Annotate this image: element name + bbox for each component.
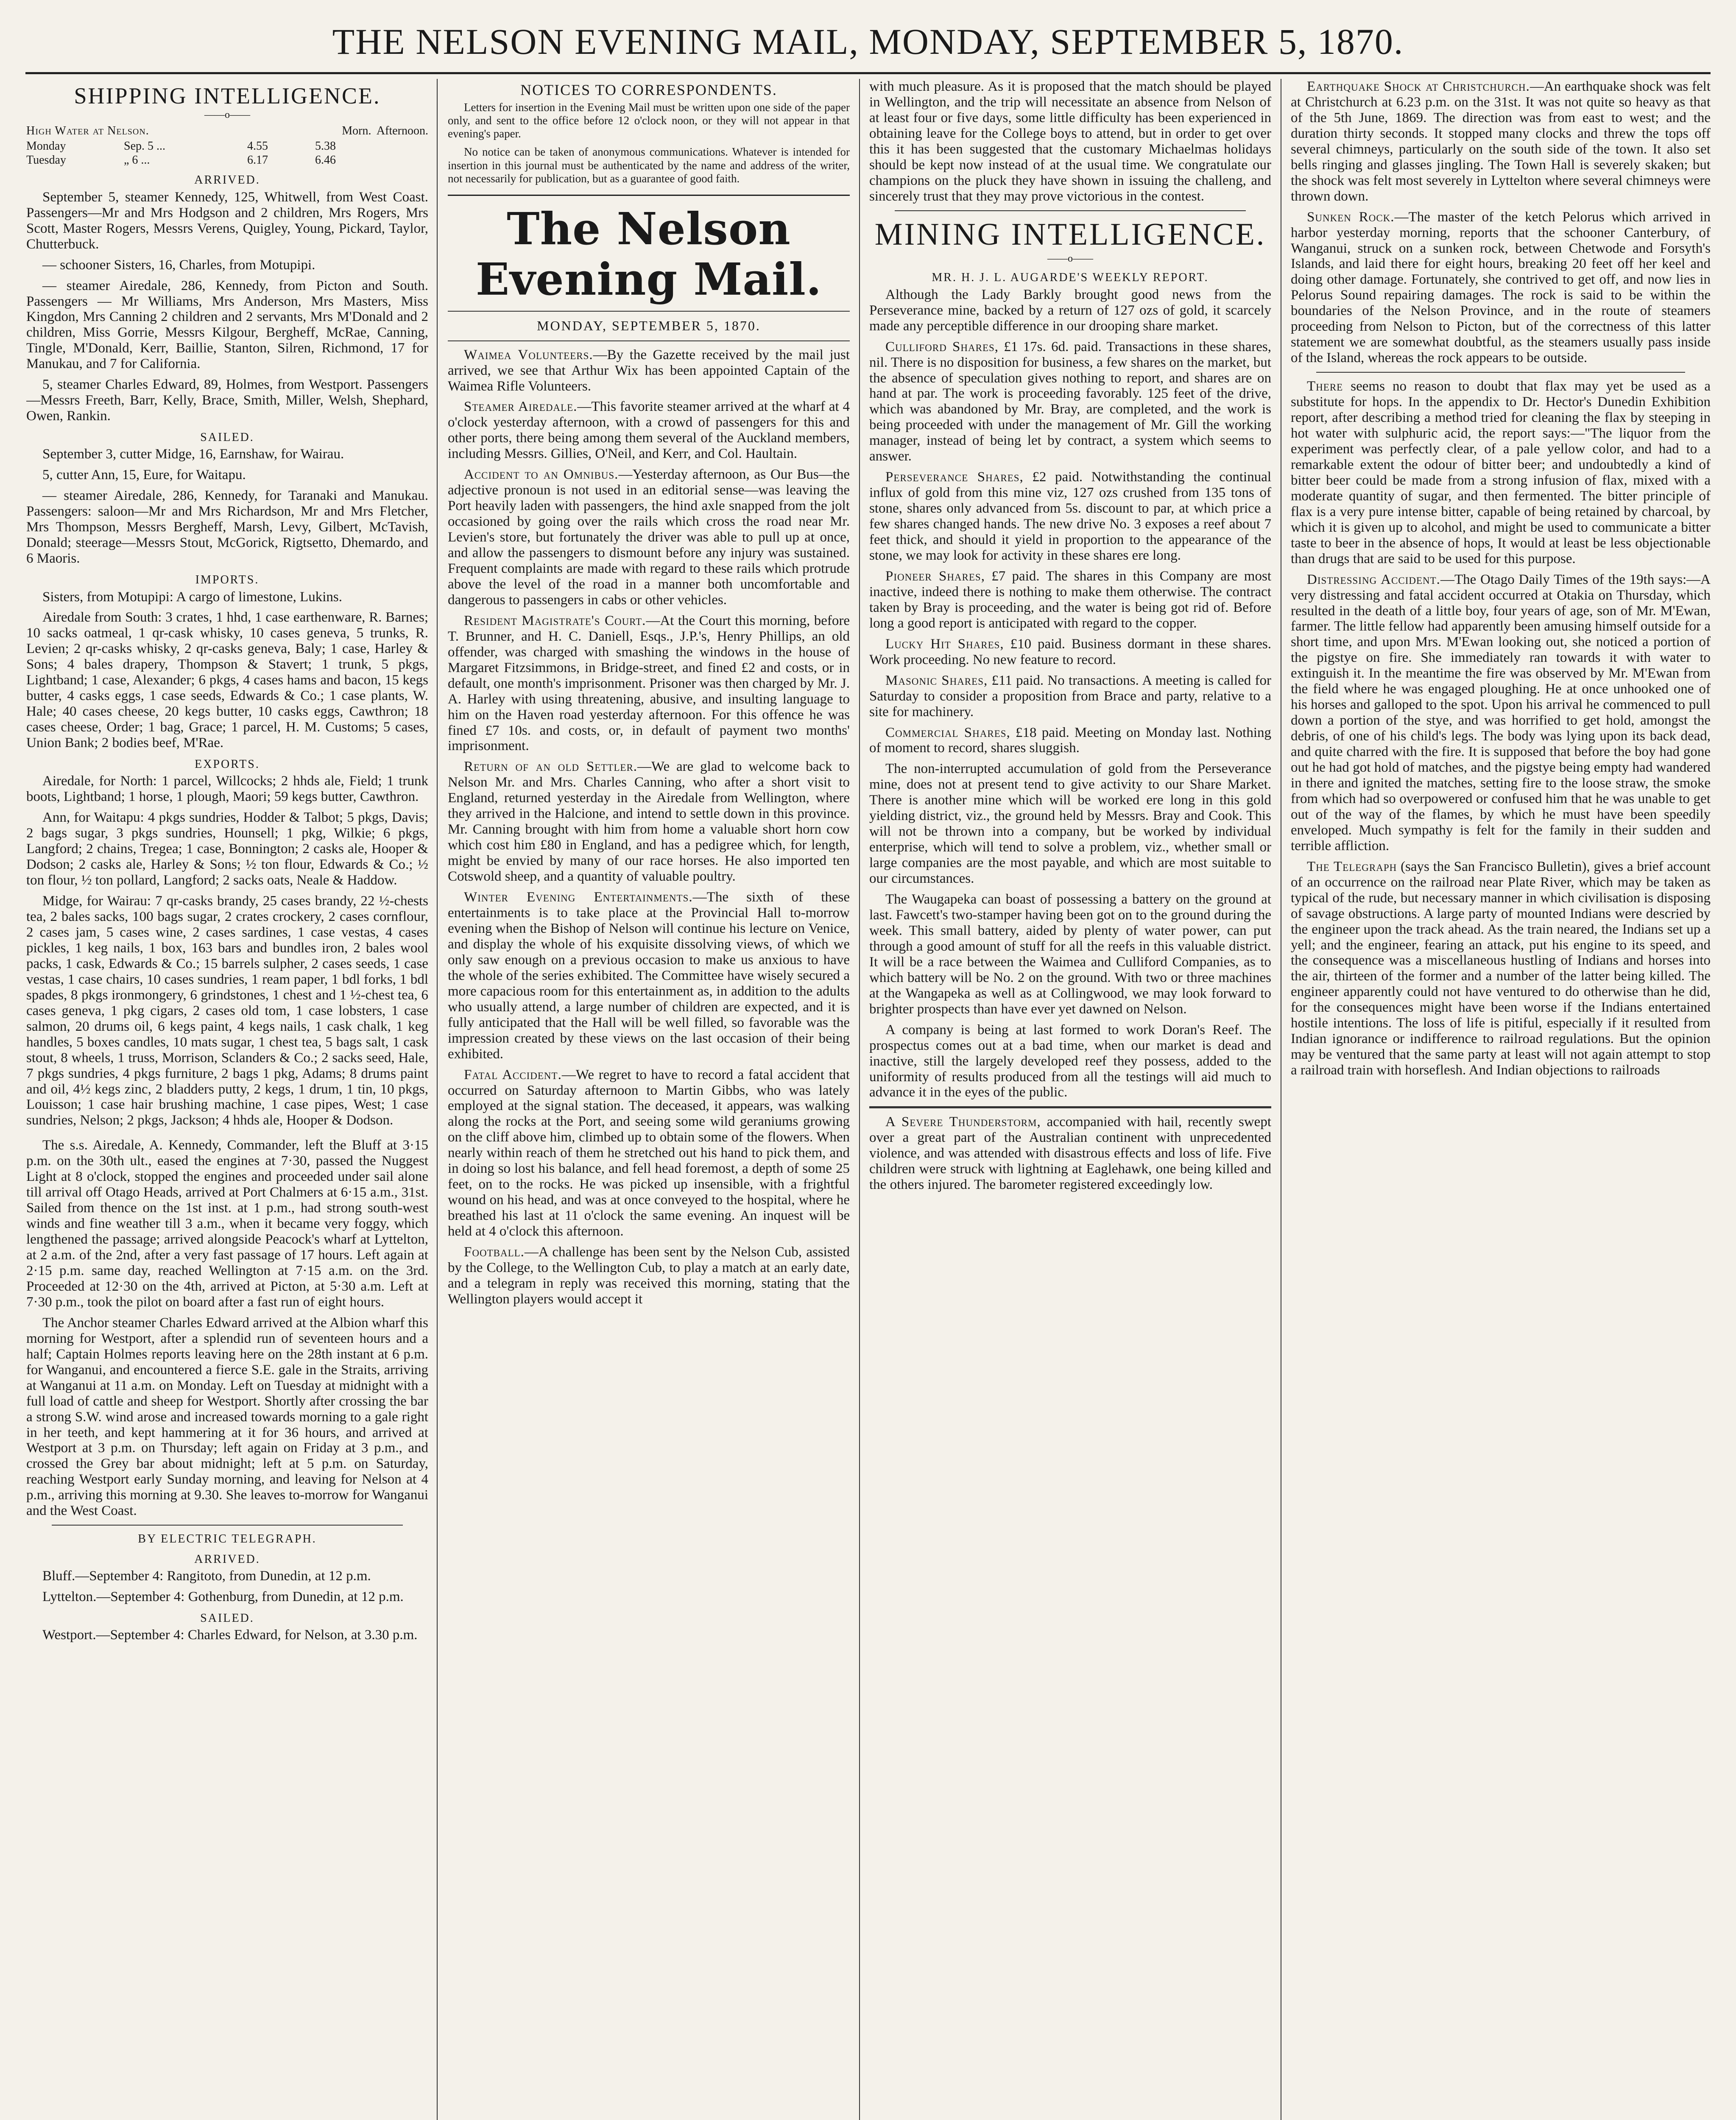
section-title-shipping: SHIPPING INTELLIGENCE.: [74, 83, 381, 109]
sailed-entry: 5, cutter Ann, 15, Eure, for Waitapu.: [42, 467, 246, 483]
share-report: [869, 725, 1271, 756]
divider: [895, 210, 1246, 211]
article: [869, 1114, 1271, 1193]
divider: [448, 311, 850, 312]
tide-date: Sep. 5 ...: [124, 139, 165, 153]
article-head: Return of an old Settler.: [464, 759, 638, 775]
notice-text: No notice can be taken of anonymous communications. Whatever is intended for insertion in this journal must be authenticated by the name and address of the writer, not necessarily for publication, but as a guarantee of good faith.: [448, 145, 850, 185]
telegraph-entry: Lyttelton.—September 4: Gothenburg, from Dunedin, at 12 p.m.: [42, 1589, 404, 1604]
exports-entry: Midge, for Wairau: 7 qr-casks brandy, 25 cases brandy, 22 ½-chests tea, 2 bales sacks, 100 bags sugar, 2 crates crockery, 2 cases cornflour, 2 cases jam, 5 cases wine, 2 cases sardines, 1 case vestas, 4 cases pickles, 1 keg nails, 1 box, 163 bars and bundles iron, 2 bales wool packs, 1 cask, Edwards & Co.; 15 barrels sulpher, 2 cases seeds, 1 case vestas, 1 case chairs, 10 cases sundries, 1 ream paper, 1 bdl forks, 1 bdl spades, 8 pkgs ironmongery, 6 grindstones, 1 chest and 1 ½-chest tea, 6 cases geneva, 1 pkg cigars, 2 cases old tom, 1 case lobsters, 1 case salmon, 20 drums oil, 6 kegs paint, 4 kegs nails, 1 cask chalk, 1 keg handles, 5 boxes candles, 10 mats sugar, 1 chest tea, 5 bags salt, 1 cask stout, 8 wheels, 1 truss, Morrison, Sclanders & Co.; 2 sacks seed, Hale, 7 pkgs sundries, 4 pkgs furniture, 2 bags 1 pkg, Adams; 8 drums paint and oil, 4½ kegs zinc, 2 bladders putty, 2 kegs, 1 drum, 1 tin, 10 pkgs, Louisson; 1 case hair brushing machine, 1 case pipes, West; 1 case sundries, Nelson; 2 pkgs, Jackson; 4 hhds ale, Hooper & Dodson.: [26, 893, 428, 1128]
subhead-exports: EXPORTS.: [195, 758, 260, 771]
column-rule: [859, 79, 860, 2120]
article: [1291, 572, 1711, 854]
arrived-entry: 5, steamer Charles Edward, 89, Holmes, from Westport. Passengers—Messrs Freeth, Barr, Kelly, Brace, Smith, Miller, Welsh, Shephard, Owen, Rankin.: [26, 377, 428, 424]
article-head: Resident Magistrate's Court.: [464, 613, 646, 628]
share-text: £2 paid. Notwithstanding the continual influx of gold from this mine viz, 127 ozs crushed from 135 tons of stone, shares only advanced from 5s. discount to par, at which price a few shares changed hands. The new drive No. 3 exposes a reef about 7 feet thick, and should it yield in proportion to the appearance of the stone, we may look for activity in these shares ere long.: [869, 469, 1271, 563]
article: [1291, 79, 1711, 204]
subhead-sailed: SAILED.: [200, 431, 254, 444]
ornament: ——o——: [1047, 253, 1093, 264]
tide-head-aft: Afternoon.: [376, 124, 428, 138]
subhead-telegraph: BY ELECTRIC TELEGRAPH.: [138, 1532, 317, 1546]
shipping-report: The s.s. Airedale, A. Kennedy, Commander, left the Bluff at 3·15 p.m. on the 30th ult., eased the engines at 7·30, passed the Nuggest Light at 8 o'clock, stopped the engines and proceeded under sail alone till arrival off Otago Heads, arrived at Port Chalmers at 6·15 a.m., 31st. Sailed from thence on the 1st inst. at 1 p.m., had strong south-west winds and fine weather till 3 a.m., when it became very foggy, which lengthened the passage; arrived alongside Peacock's wharf at Lyttelton, at 2 a.m. of the 2nd, after a very fast passage of 17 hours. Left again at 2·15 p.m. same day, reached Wellington at 7·15 a.m. on the 3rd. Proceeded at 12·30 on the 4th, arrived at Picton, at 5·30 a.m. Left at 7·30 p.m., took the pilot on board after a fast run of eight hours.: [26, 1138, 428, 1310]
article-head: Winter Evening Entertainments.: [464, 890, 693, 905]
article-text: seems no reason to doubt that flax may yet be used as a substitute for hops. In the appendix to Dr. Hector's Dunedin Exhibition report, after describing a method tried for cleaning the flax by steeping in hot water with sulphuric acid, the report says:—"The liquor from the experiment was perfectly clear, of a pale yellow color, and had to a remarkable extent the odour of bitter beer; and undoubtedly a kind of bitter beer could be made from a strong infusion of flax, mixed with a moderate quantity of sugar, and then fermented. The bitter principle of flax is a very pure intense bitter, capable of being retained by charcoal, by which it is given up to alcohol, and might be used to communicate a bitter taste to beer in the absence of hops, It would at least be less objectionable than drugs that are said to be used for this purpose.: [1291, 379, 1711, 566]
article-text: —At the Court this morning, before T. Brunner, and H. C. Daniell, Esqs., J.P.'s, Henry Phillips, an old offender, was charged with smashing the windows in the house of Margaret Fitzsimmons, in Bridge-street, and fined £2 and costs, or in default, one month's imprisonment. Prisoner was then charged by Mr. J. A. Harley with using threatening, abusive, and insulting language to him on the Haven road yesterday afternoon. For this offence he was fined £7 10s. and costs, or, in default of payment two months' imprisonment.: [448, 613, 850, 754]
article-head: Football.: [464, 1244, 525, 1260]
tide-morn: 6.17: [247, 153, 268, 167]
divider: [1316, 372, 1685, 373]
mining-intro: Although the Lady Barkly brought good news from the Perseverance mine, backed by a return of 127 ozs of gold, it scarcely made any perceptible difference in our drooping share market.: [869, 287, 1271, 334]
exports-entry: Ann, for Waitapu: 4 pkgs sundries, Hodder & Talbot; 5 pkgs, Davis; 2 bags sugar, 3 pkgs sundries, Hounsell; 1 pkg, Wilkie; 6 pkgs, Langford; 2 chains, Tregea; 1 case, Bonnington; 2 casks ale, Hooper & Dodson; 2 casks ale, Harley & Sons; ½ ton flour, Edwards & Co.; ½ ton flour, ½ ton pollard, Langford; 2 sacks oats, Neale & Haddow.: [26, 810, 428, 888]
article-text: —The master of the ketch Pelorus which arrived in harbor yesterday morning, reports that the schooner Canterbury, of Wanganui, struck on a sunken rock, between Chetwode and Forsyth's Islands, and laid there for eight hours, breaking 20 feet off her keel and doing other damage. Fortunately, she contrived to get off, and now lies in Pelorus Sound repairing damages. The rock is said to be within the boundaries of the Nelson Province, and in the route of steamers proceeding from Nelson to Picton, but of the correctness of this latter statement we are somewhat doubtful, as the steamers usually pass inside of the Island, whereas the rock appears to be outside.: [1291, 209, 1711, 366]
subhead-tel-arrived: ARRIVED.: [194, 1552, 260, 1566]
column-2: [448, 79, 850, 2120]
tide-aft: 6.46: [315, 153, 336, 167]
telegraph-entry: Bluff.—September 4: Rangitoto, from Dunedin, at 12 p.m.: [42, 1568, 371, 1584]
column-rule: [437, 79, 438, 2120]
mining-report-byline: MR. H. J. L. AUGARDE'S WEEKLY REPORT.: [932, 271, 1209, 285]
arrived-entry: — schooner Sisters, 16, Charles, from Motupipi.: [42, 257, 315, 273]
article-text: —The sixth of these entertainments is to take place at the Provincial Hall to-morrow evening when the Bishop of Nelson will continue his lecture on Venice, and display the whole of his exquisite dissolving views, of which we only saw enough on a previous occasion to make us anxious to have the whole of the series exhibited. The Committee have wisely secured a more capacious room for this entertainment as, in addition to the adults who usually attend, a large number of children are expected, and it is fully anticipated that the Hall will be well filled, so favorable was the impression created by these views on the last occasion of their being exhibited.: [448, 890, 850, 1062]
arrived-entry: — steamer Airedale, 286, Kennedy, from Picton and South. Passengers — Mr Williams, Mrs Anderson, Mrs Masters, Miss Kingdon, Mrs Canning 2 children and 2 servants, Mrs M'Donald and 2 children, Miss Gorrie, Messrs Kilgour, Bergheff, McRae, Canning, Tingle, M'Donald, Kerr, Baillie, Stanton, Silren, Richmond, 17 for Manukau, and 7 for California.: [26, 278, 428, 372]
share-text: £18 paid. Meeting on Monday last. Nothing of moment to record, shares sluggish.: [869, 725, 1271, 756]
imports-entry: Sisters, from Motupipi: A cargo of limestone, Lukins.: [42, 589, 343, 605]
article-head: Sunken Rock.: [1307, 209, 1395, 225]
sailed-entry: — steamer Airedale, 286, Kennedy, for Taranaki and Manukau. Passengers: saloon—Mr and Mrs Richardson, Mr and Mrs Fletcher, Mrs Thompson, Messrs Bergheff, Marsh, Levy, Gilbert, McTavish, Donald; steerage—Messrs Stout, McGorick, Rigtsetto, Dhemardo, and 6 Maoris.: [26, 488, 428, 566]
article-text: —We regret to have to record a fatal accident that occurred on Saturday afternoon to Martin Gibbs, who was lately employed at the signal station. The deceased, it appears, was walking along the rocks at the Port, and seeing some wild geraniums growing on the cliff above him, climbed up to obtain some of the flowers. When nearly within reach of them he stretched out his hand to pick them, and in doing so lost his balance, and fell head foremost, a depth of some 25 feet, on to the rocks. He was picked up insensible, with a frightful wound on his head, and was at once conveyed to the hospital, where he breathed his last at 11 o'clock the same evening. An inquest will be held at 4 o'clock this afternoon.: [448, 1067, 850, 1239]
notices-box: [448, 81, 850, 196]
share-head: Lucky Hit Shares,: [885, 636, 1004, 652]
article-text: —An earthquake shock was felt at Christchurch at 6.23 p.m. on the 31st. It was not quite so heavy as that of the 5th June, 1869. The direction was from east to west; and the duration thirty seconds. It stopped many clocks and threw the tops off several chimneys, particularly on the south side of the town. It also set bells ringing and glasses jingling. The Town Hall is severely skaken; but the shock was felt most severely in Lyttelton where several chimneys were thrown down.: [1291, 79, 1711, 204]
article: [448, 399, 850, 462]
article: [448, 890, 850, 1062]
article-head: Fatal Accident.: [464, 1067, 562, 1082]
column-3: [869, 79, 1271, 2120]
article-head: Waimea Volunteers.: [464, 347, 593, 363]
nameplate: The Nelson Evening Mail.: [475, 202, 822, 306]
divider: [448, 340, 850, 341]
article-text: —This favorite steamer arrived at the wharf at 4 o'clock yesterday afternoon, with a crowd of passengers for this and other ports, there being among them several of the Auckland members, including Messrs. Gillies, O'Neil, and Kerr, and Col. Haultain.: [448, 399, 850, 462]
article: [1291, 379, 1711, 566]
subhead-arrived: ARRIVED.: [194, 173, 260, 187]
article-text: —A challenge has been sent by the Nelson Cub, assisted by the College, to the Wellington Cub, to play a match at an early date, and a telegram in reply was received this morning, stating that the Wellington players would accept it: [448, 1244, 850, 1307]
share-report: [869, 636, 1271, 668]
article-head: Distressing Accident.: [1307, 572, 1440, 587]
tide-table-header: [26, 124, 428, 137]
arrived-entry: September 5, steamer Kennedy, 125, Whitwell, from West Coast. Passengers—Mr and Mrs Hodgson and 2 children, Mrs Rogers, Mrs Scott, Master Rogers, Messrs Verens, Quigley, Young, Pickard, Taylor, Chutterbuck.: [26, 189, 428, 252]
article: [1291, 859, 1711, 1078]
shipping-report: The Anchor steamer Charles Edward arrived at the Albion wharf this morning for Westport, after a splendid run of seventeen hours and a half; Captain Holmes reports leaving here on the 28th instant at 6 p.m. for Wanganui, and encountered a fierce S.E. gale in the Straits, arriving at Wanganui at 11 a.m. on Monday. Left on Tuesday at midnight with a full load of cattle and sheep for Westport. Shortly after crossing the bar a strong S.W. wind arose and increased towards morning to a gale right in her teeth, and kept hammering at it for 36 hours, and arrived at Westport at 3 p.m. on Thursday; left again on Friday at 3 p.m., and crossed the Grey bar about midnight; left at 5 p.m. on Saturday, reaching Westport early Sunday morning, and leaving for Nelson at 4 p.m., arriving this morning at 9.30. She leaves to-morrow for Wanganui and the West Coast.: [26, 1315, 428, 1519]
tide-date: „ 6 ...: [124, 153, 150, 167]
share-head: Masonic Shares,: [885, 672, 988, 688]
tide-row: [26, 153, 428, 167]
article: [448, 759, 850, 884]
column-1: [26, 79, 428, 2120]
divider: [52, 1525, 403, 1526]
mining-paragraph: A company is being at last formed to work Doran's Reef. The prospectus comes out at a bad time, when our market is dead and inactive, still the largely developed reef they possess, added to the uniformity of results produced from all the testings will aid much to advance it in the eyes of the public.: [869, 1022, 1271, 1100]
ornament: ——o——: [204, 109, 250, 121]
article-text: (says the San Francisco Bulletin), gives a brief account of an occurrence on the railroad near Plate River, which may be taken as typical of the rude, but necessary manner in which civilisation is disposing of savage obstructions. A large party of mounted Indians were descried by the engineer upon the track ahead. As the train neared, the Indians set up a yell; and the engineer, fearing an attack, put his engine to its speed, and the consequence was a miscellaneous hustling of Indians and horses into the air, thirteen of the former and a number of the latter being killed. The engineer apparently could not have ventured to do otherwise than he did, for the consequences might have been worse if the Indians entertained hostile intentions. The loss of life is pitiful, especially if it resulted from Indian ignorance or indifference to railroad regulations. But the opinion may be ventured that the same party at least will not again attempt to stop a railroad train with horseflesh. And Indian objections to railroads: [1291, 859, 1711, 1078]
imports-entry: Airedale from South: 3 crates, 1 hhd, 1 case earthenware, R. Barnes; 10 sacks oatmeal, 1 qr-cask whisky, 10 cases geneva, 5 trunks, R. Levien; 2 qr-casks whisky, 2 qr-casks geneva, Baly; 1 case, Harley & Sons; 4 bales drapery, Thompson & Stavert; 1 trunk, 5 pkgs, Lightband; 1 case, Alexander; 6 pkgs, 4 cases hams and bacon, 15 kegs butter, 4 casks eggs, 1 case seeds, Edwards & Co.; 1 case plants, W. Hale; 40 cases cheese, 20 kegs butter, 10 casks eggs, Cawthron; 18 cases cheese, Order; 1 bag, Grace; 1 parcel, H. M. Customs; 5 cases, Union Bank; 2 bodies beef, M'Rae.: [26, 610, 428, 751]
masthead-rule: [25, 72, 1711, 74]
share-report: [869, 673, 1271, 720]
tide-aft: 5.38: [315, 139, 336, 153]
share-head: Perseverance Shares,: [885, 469, 1024, 485]
article-text: —The Otago Daily Times of the 19th says:—A very distressing and fatal accident occurred at Otakia on Thursday, which resulted in the death of a little boy, four years of age, son of Mr. M'Ewan, farmer. The little fellow had apparently been amusing himself outside for a short time, and upon Mrs. M'Ewan looking out, she noticed a portion of the pigstye on fire. She immediately ran towards it with water to extinguish it. In the meantime the fire was observed by Mr. M'Ewan from the field where he was engaged ploughing. He at once unhooked one of his horses and galloped to the spot. Upon his arrival he commenced to pull down a portion of the stye, and was horrified to get hold, amongst the debris, of one of his child's legs. The body was lying upon its back dead, and quite charred with the fire. It is supposed that before the boy had gone out he had got hold of matches, and the pigstye being empty had wandered in there and ignited the matches, setting fire to the loose straw, the smoke from which had so overpowered or confused him that he was unable to get out of the way of the flames, by which he must have been speedily enveloped. Much sympathy is felt for the family in their sudden and terrible affliction.: [1291, 572, 1711, 854]
exports-entry: Airedale, for North: 1 parcel, Willcocks; 2 hhds ale, Field; 1 trunk boots, Lightband; 1 horse, 1 plough, Maori; 59 kegs butter, Cawthron.: [26, 773, 428, 805]
article-head: Earthquake Shock at Christchurch.: [1307, 79, 1530, 94]
article-head: Steamer Airedale.: [464, 399, 578, 415]
tide-day: Tuesday: [26, 153, 66, 167]
tide-day: Monday: [26, 139, 66, 153]
share-report: [869, 339, 1271, 465]
dateline: MONDAY, SEPTEMBER 5, 1870.: [537, 318, 761, 333]
article-text: —By the Gazette received by the mail just arrived, we see that Arthur Wix has been appointed Captain of the Waimea Rifle Volunteers.: [448, 347, 850, 394]
tide-heads: [342, 124, 428, 137]
article-head: A Severe Thunderstorm,: [885, 1114, 1041, 1130]
column-4: [1291, 79, 1711, 2120]
masthead: THE NELSON EVENING MAIL, MONDAY, SEPTEMBER 5, 1870.: [332, 21, 1404, 62]
article-head: There: [1307, 379, 1343, 394]
share-text: £7 paid. The shares in this Company are most inactive, indeed there is nothing to make them otherwise. The contract taken by Bray is proceeding, and the water is being got rid of. Before long a good report is anticipated with regard to the copper.: [869, 568, 1271, 631]
share-text: £10 paid. Business dormant in these shares. Work proceeding. No new feature to record.: [869, 636, 1271, 667]
share-head: Pioneer Shares,: [885, 568, 985, 584]
article-text: —Yesterday afternoon, as Our Bus—the adjective pronoun is not used in an editorial sense—was leaving the Port heavily laden with passengers, the hind axle snapped from the jolt occasioned by going over the rails which cross the road near Mr. Levien's store, but fortunately the driver was able to pull up at once, and allow the passengers to dismount before any injury was sustained. Frequent complaints are made with regard to these rails which protrude above the level of the road in a manner both uncomfortable and dangerous to passengers in cabs or other vehicles.: [448, 467, 850, 608]
article-text: —We are glad to welcome back to Nelson Mr. and Mrs. Charles Canning, who after a short visit to England, returned yesterday in the Airedale from Wellington, where they arrived in the Halcione, and intend to settle down in this province. Mr. Canning brought with him from home a valuable short horn cow which cost him £80 in England, and has a pedigree which, for length, might be envied by many of our race horses. He also imported ten Cotswold sheep, and a quantity of valuable poultry.: [448, 759, 850, 884]
article-head: The Telegraph: [1307, 859, 1397, 874]
subhead-imports: IMPORTS.: [195, 573, 260, 587]
sailed-entry: September 3, cutter Midge, 16, Earnshaw, for Wairau.: [42, 446, 344, 462]
section-title-mining: MINING INTELLIGENCE.: [874, 217, 1266, 252]
share-text: £1 17s. 6d. paid. Transactions in these shares, nil. There is no disposition for business, a few shares on the market, but the absence of speculation gives nothing to report, and shares are on hand at par. The work is proceeding favorably. 125 feet of the drive, which was abandoned by Mr. Bray, are completed, and the work is being proceeded with under the management of Mr. Gill the working manager, instead of being let by contract, a system which seems to answer.: [869, 339, 1271, 464]
tide-label: High Water at Nelson.: [26, 124, 149, 138]
article: [448, 347, 850, 394]
share-head: Culliford Shares,: [885, 339, 999, 354]
notices-title: NOTICES TO CORRESPONDENTS.: [520, 81, 777, 98]
divider: [869, 1106, 1271, 1108]
mining-paragraph: The Waugapeka can boast of possessing a battery on the ground at last. Fawcett's two-stamper having been got on to the ground during the week. This small battery, aided by plenty of water power, can put through a good amount of stuff for all the reefs in this valuable district. It will be a race between the Waimea and Culliford Companies, as to which battery will be No. 2 on the ground. With two or three machines at the Wangapeka as well as at Collingwood, we may look forward to brighter prospects than have ever yet dawned on Nelson.: [869, 892, 1271, 1017]
article: [448, 1067, 850, 1239]
tide-head-morn: Morn.: [342, 124, 371, 138]
share-head: Commercial Shares,: [885, 725, 1010, 740]
article-continuation: with much pleasure. As it is proposed that the match should be played in Wellington, and the trip will necessitate an absence from Nelson of at least four or five days, some little difficulty has been experienced in obtaining leave for the College boys to attend, but in order to get over this it has been suggested that the customary Michaelmas holidays should be kept now instead of at the usual time. We congratulate our champions on the pluck they have shown in issuing the challeng, and sincerely trust that they may prove victorious in the contest.: [869, 79, 1271, 204]
share-text: £11 paid. No transactions. A meeting is called for Saturday to consider a proposition from Brace and party, relative to a site for machinery.: [869, 672, 1271, 720]
tide-row: [26, 139, 428, 153]
article: [448, 467, 850, 608]
share-report: [869, 469, 1271, 563]
article-text: accompanied with hail, recently swept over a great part of the Australian continent with unprecedented violence, and was attended with disastrous effects and loss of life. Five children were struck with lightning at Eaglehawk, one being killed and the others injured. The barometer registered exceedingly low.: [869, 1114, 1271, 1193]
article: [448, 1244, 850, 1307]
share-report: [869, 569, 1271, 631]
tide-morn: 4.55: [247, 139, 268, 153]
article: [1291, 209, 1711, 366]
notice-text: Letters for insertion in the Evening Mail must be written upon one side of the paper only, and sent to the office before 12 o'clock noon, or they will not appear in that evening's paper.: [448, 101, 850, 140]
telegraph-entry: Westport.—September 4: Charles Edward, for Nelson, at 3.30 p.m.: [42, 1627, 418, 1643]
mining-paragraph: The non-interrupted accumulation of gold from the Perseverance mine, does not at present tend to give activity to our Share Market. There is another mine which will be worked ere long in this gold yielding district, viz., the ground held by Messrs. Bray and Cook. This will not be thrown into a company, but be worked by individual enterprise, which will tend to solve a problem, viz., whether small or large companies are the most payable, and which are most suitable to our circumstances.: [869, 761, 1271, 887]
article: [448, 613, 850, 754]
subhead-tel-sailed: SAILED.: [200, 1611, 254, 1625]
article-head: Accident to an Omnibus.: [464, 467, 619, 483]
